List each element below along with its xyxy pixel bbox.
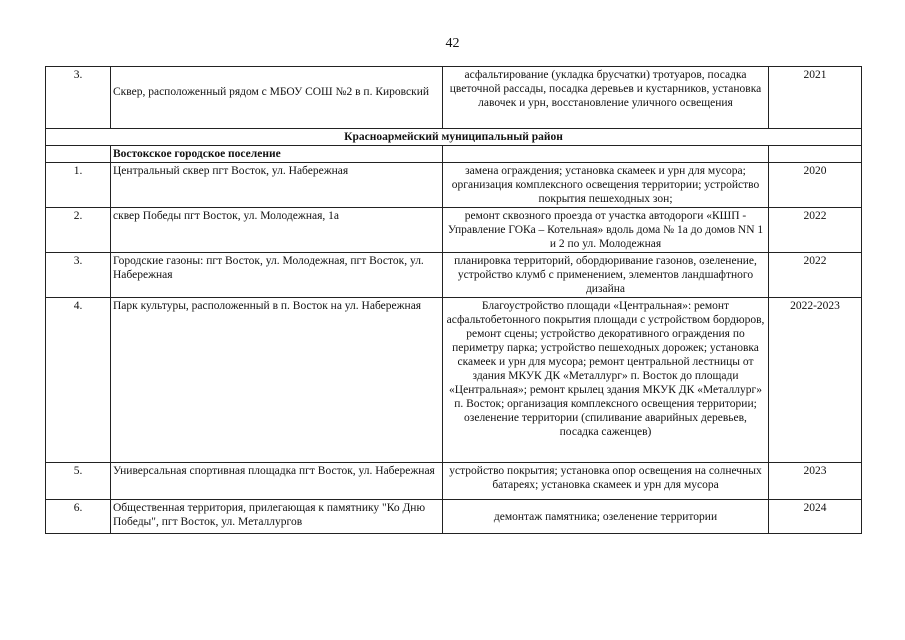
year-cell: 2020 bbox=[769, 163, 862, 208]
work-description: планировка территорий, обордюривание газонов, озеленение, устройство клумб с применением, элементов ландшафтного дизайна bbox=[443, 253, 769, 298]
work-description: замена ограждения; установка скамеек и урн для мусора; организация комплексного освещения территории; устройство покрытия пешеходных зон; bbox=[443, 163, 769, 208]
improvement-table bbox=[45, 66, 862, 534]
work-description: устройство покрытия; установка опор освещения на солнечных батареях; установка скамеек и урн для мусора bbox=[443, 463, 769, 500]
table-row bbox=[46, 463, 862, 500]
settlement-header-row bbox=[46, 146, 862, 163]
row-number: 3. bbox=[46, 253, 111, 298]
year-cell: 2022-2023 bbox=[769, 298, 862, 463]
table-row bbox=[46, 67, 862, 129]
work-description: ремонт сквозного проезда от участка автодороги «КШП - Управление ГОКа – Котельная» вдоль дома № 1а до домов NN 1 и 2 по ул. Молодежная bbox=[443, 208, 769, 253]
row-number: 6. bbox=[46, 500, 111, 534]
page-number: 42 bbox=[445, 36, 460, 51]
row-number: 2. bbox=[46, 208, 111, 253]
work-description: Благоустройство площади «Центральная»: ремонт асфальтобетонного покрытия площади с устройством бордюров, ремонт сцены; устройство декоративного ограждения по периметру парка; устройство пешеходных дорожек; установка скамеек и урн для мусора; ремонт центральной лестницы от здания МКУК ДК «Металлург» п. Восток до площади «Центральная»; ремонт крылец здания МКУК ДК «Металлург» п. Восток; организация комплексного освещения территории; озеленение территории (спиливание аварийных деревьев, посадка саженцев) bbox=[443, 298, 769, 463]
year-cell: 2023 bbox=[769, 463, 862, 500]
work-description: асфальтирование (укладка брусчатки) тротуаров, посадка цветочной рассады, посадка деревьев и кустарников, установка лавочек и урн, восстановление уличного освещения bbox=[443, 67, 769, 129]
work-description: демонтаж памятника; озеленение территории bbox=[443, 500, 769, 534]
object-name: Сквер, расположенный рядом с МБОУ СОШ №2 в п. Кировский bbox=[111, 67, 443, 129]
year-cell: 2022 bbox=[769, 253, 862, 298]
empty-cell bbox=[46, 146, 111, 163]
object-name: Центральный сквер пгт Восток, ул. Набережная bbox=[111, 163, 443, 208]
object-name: Городские газоны: пгт Восток, ул. Молодежная, пгт Восток, ул. Набережная bbox=[111, 253, 443, 298]
year-cell: 2021 bbox=[769, 67, 862, 129]
empty-cell bbox=[769, 146, 862, 163]
table-row bbox=[46, 208, 862, 253]
row-number: 4. bbox=[46, 298, 111, 463]
object-name: сквер Победы пгт Восток, ул. Молодежная, 1а bbox=[111, 208, 443, 253]
object-name: Универсальная спортивная площадка пгт Восток, ул. Набережная bbox=[111, 463, 443, 500]
object-name: Общественная территория, прилегающая к памятнику "Ко Дню Победы", пгт Восток, ул. Металлургов bbox=[111, 500, 443, 534]
table-row bbox=[46, 163, 862, 208]
row-number: 1. bbox=[46, 163, 111, 208]
table-row bbox=[46, 253, 862, 298]
district-header-row bbox=[46, 129, 862, 146]
row-number: 3. bbox=[46, 67, 111, 129]
year-cell: 2024 bbox=[769, 500, 862, 534]
settlement-title: Востокское городское поселение bbox=[111, 146, 443, 163]
object-name: Парк культуры, расположенный в п. Восток на ул. Набережная bbox=[111, 298, 443, 463]
table-row bbox=[46, 500, 862, 534]
table-row bbox=[46, 298, 862, 463]
row-number: 5. bbox=[46, 463, 111, 500]
year-cell: 2022 bbox=[769, 208, 862, 253]
empty-cell bbox=[443, 146, 769, 163]
district-title: Красноармейский муниципальный район bbox=[46, 129, 862, 146]
